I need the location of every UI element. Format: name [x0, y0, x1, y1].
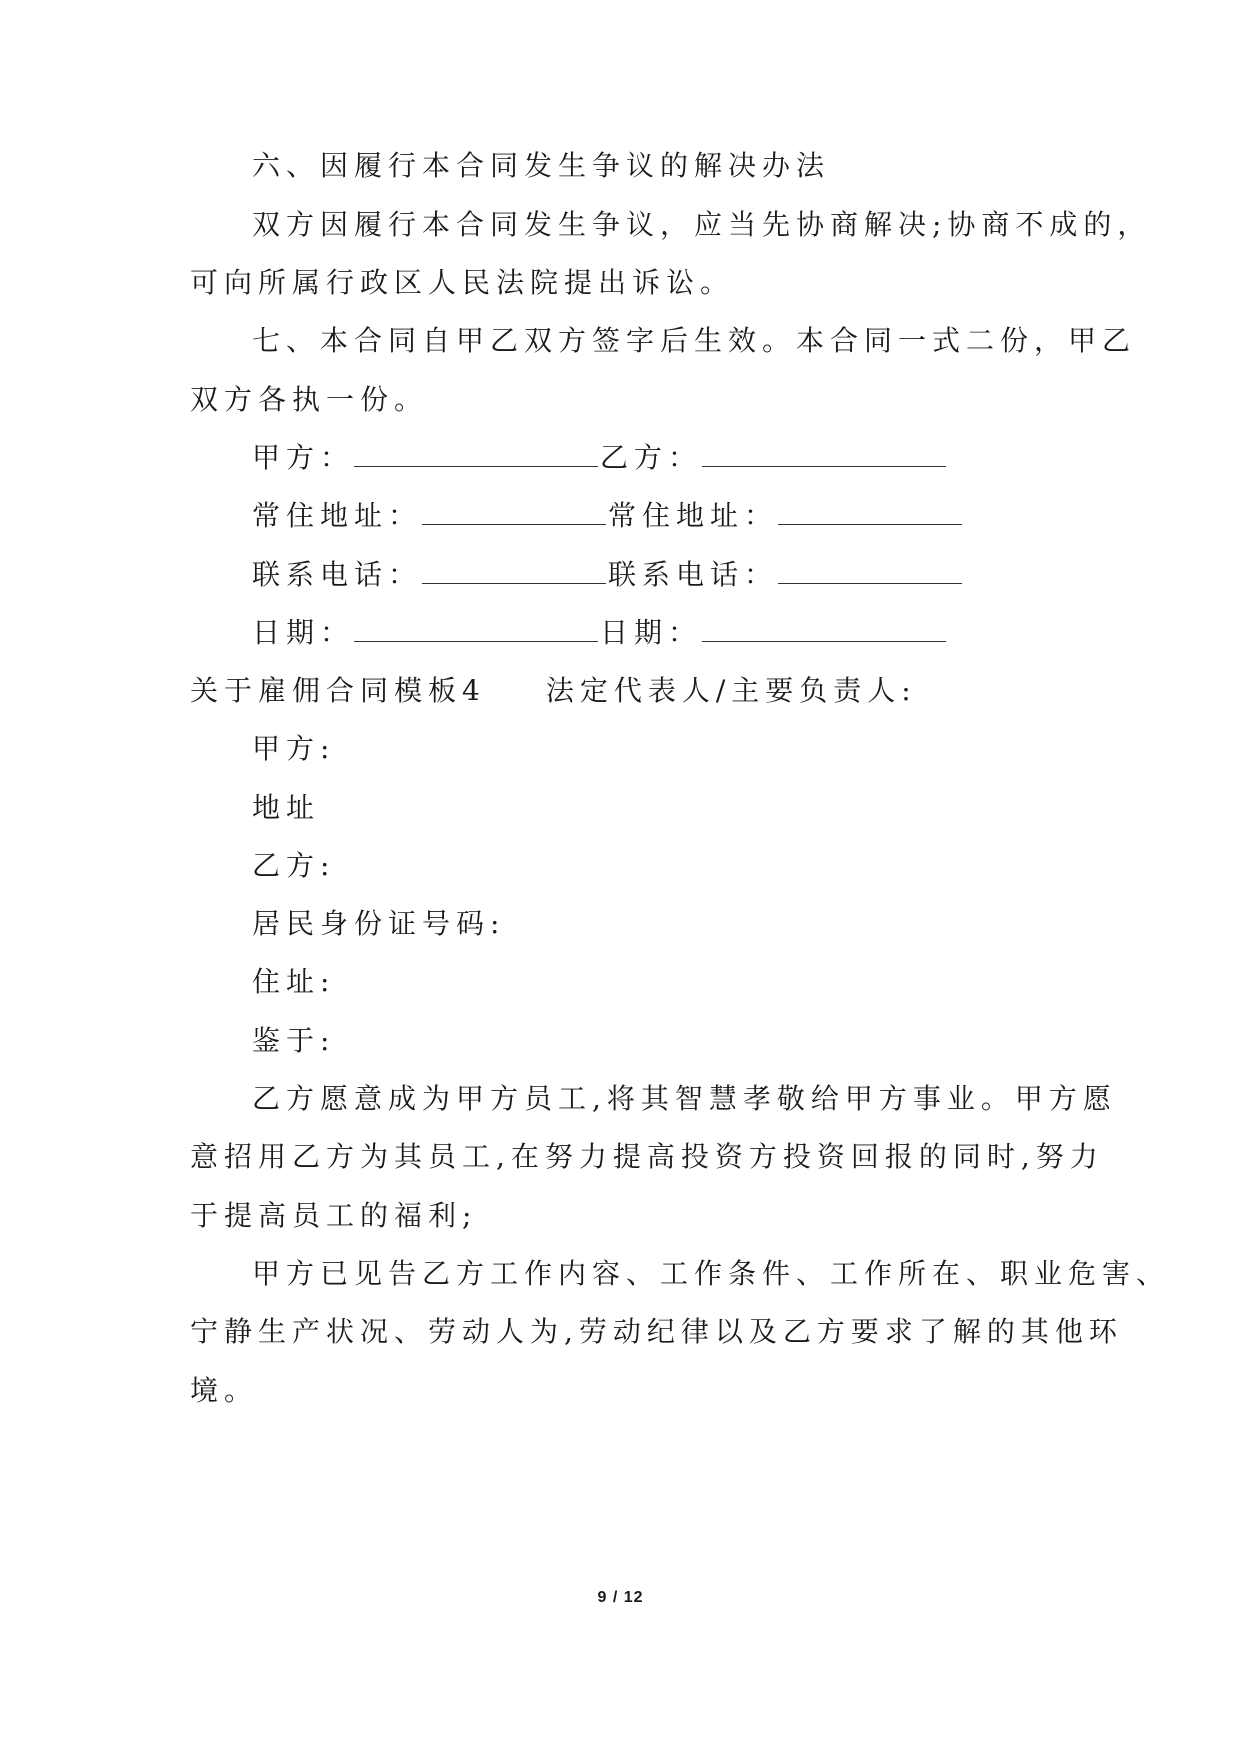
- phone-a-label: 联系电话：: [252, 558, 423, 591]
- paragraph-line: 境。: [190, 1374, 259, 1407]
- residence-field: 住址:: [252, 965, 336, 998]
- party-b-blank: [702, 440, 946, 467]
- date-b-blank: [702, 615, 946, 642]
- id-number-field: 居民身份证号码:: [252, 907, 506, 940]
- party-a-field: 甲方:: [252, 732, 336, 765]
- address-b-blank: [778, 498, 962, 525]
- paragraph-line: 双方因履行本合同发生争议，应当先协商解决;协商不成的，: [252, 208, 1152, 241]
- date-b-label: 日期：: [600, 616, 703, 649]
- phone-b-blank: [778, 557, 962, 584]
- date-a-blank: [354, 615, 598, 642]
- party-a-blank: [354, 440, 598, 467]
- paragraph-line: 可向所属行政区人民法院提出诉讼。: [190, 266, 735, 299]
- section-six-heading: 六、因履行本合同发生争议的解决办法: [252, 149, 831, 182]
- party-a-label: 甲方：: [252, 441, 355, 474]
- template-title: 关于雇佣合同模板4: [190, 674, 486, 707]
- page-number: 9 / 12: [597, 1589, 644, 1606]
- paragraph-line: 宁静生产状况、劳动人为,劳动纪律以及乙方要求了解的其他环: [190, 1315, 1123, 1348]
- paragraph-line: 于提高员工的福利;: [190, 1199, 478, 1232]
- template-title-row: [190, 671, 1070, 711]
- paragraph-line: 意招用乙方为其员工,在努力提高投资方投资回报的同时,努力: [190, 1140, 1104, 1173]
- address-a-label: 常住地址：: [252, 499, 423, 532]
- party-b-label: 乙方：: [600, 441, 703, 474]
- signature-row-phone: [252, 555, 1132, 595]
- section-seven-heading: 七、本合同自甲乙双方签字后生效。本合同一式二份，甲乙: [252, 324, 1137, 357]
- party-b-field: 乙方:: [252, 849, 336, 882]
- paragraph-line: 乙方愿意成为甲方员工,将其智慧孝敬给甲方事业。甲方愿: [252, 1082, 1117, 1115]
- legal-representative-label: 法定代表人/主要负责人:: [545, 674, 917, 707]
- address-b-label: 常住地址：: [608, 499, 779, 532]
- signature-row-party: [252, 438, 1132, 478]
- signature-row-date: [252, 613, 1132, 653]
- date-a-label: 日期：: [252, 616, 355, 649]
- paragraph-line: 双方各执一份。: [190, 383, 429, 416]
- address-a-blank: [422, 498, 606, 525]
- whereas-heading: 鉴于:: [252, 1024, 336, 1057]
- paragraph-line: 甲方已见告乙方工作内容、工作条件、工作所在、职业危害、: [252, 1257, 1171, 1290]
- signature-row-address: [252, 496, 1132, 536]
- phone-a-blank: [422, 557, 606, 584]
- phone-b-label: 联系电话：: [608, 558, 779, 591]
- address-field: 地址: [252, 791, 321, 824]
